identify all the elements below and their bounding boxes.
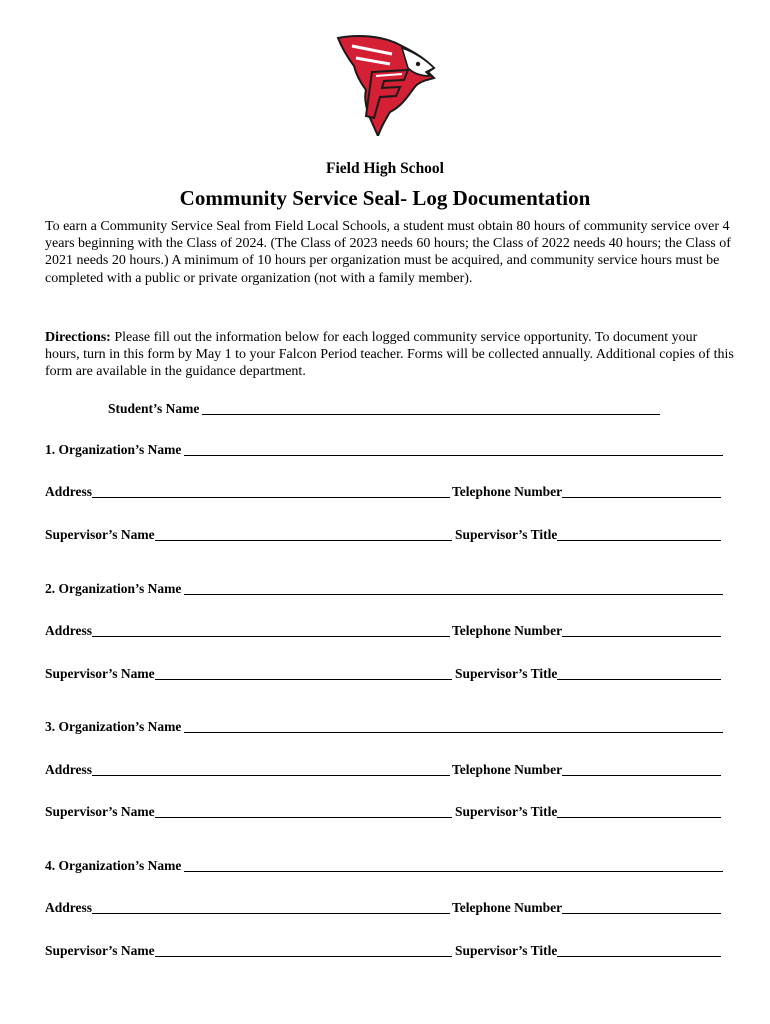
address-label: Address <box>45 900 93 915</box>
supervisor-title-label: Supervisor’s Title <box>455 527 558 542</box>
org-3-supervisor-name-field[interactable] <box>45 804 452 820</box>
student-name-label: Student’s Name <box>108 401 200 416</box>
supervisor-name-line[interactable] <box>155 527 452 541</box>
supervisor-title-line[interactable] <box>557 527 721 541</box>
org-4-address-field[interactable] <box>45 900 450 916</box>
org-3-telephone-field[interactable] <box>452 762 721 778</box>
supervisor-name-line[interactable] <box>155 804 452 818</box>
supervisor-name-label: Supervisor’s Name <box>45 527 155 542</box>
org-2-supervisor-name-field[interactable] <box>45 666 452 682</box>
telephone-label: Telephone Number <box>452 900 563 915</box>
supervisor-title-label: Supervisor’s Title <box>455 943 558 958</box>
org-3-name-field[interactable] <box>45 719 723 735</box>
telephone-label: Telephone Number <box>452 762 563 777</box>
org-name-label: 4. Organization’s Name <box>45 858 182 873</box>
supervisor-name-line[interactable] <box>155 666 452 680</box>
org-1-supervisor-name-field[interactable] <box>45 527 452 543</box>
supervisor-title-label: Supervisor’s Title <box>455 666 558 681</box>
student-name-line[interactable] <box>202 401 660 415</box>
supervisor-name-line[interactable] <box>155 943 452 957</box>
telephone-line[interactable] <box>562 623 721 637</box>
org-name-label: 1. Organization’s Name <box>45 442 182 457</box>
org-1-telephone-field[interactable] <box>452 484 721 500</box>
supervisor-name-label: Supervisor’s Name <box>45 804 155 819</box>
telephone-line[interactable] <box>562 484 721 498</box>
org-4-supervisor-name-field[interactable] <box>45 943 452 959</box>
org-2-address-field[interactable] <box>45 623 450 639</box>
org-name-line[interactable] <box>184 858 723 872</box>
address-line[interactable] <box>92 623 450 637</box>
address-label: Address <box>45 484 93 499</box>
org-4-name-field[interactable] <box>45 858 723 874</box>
directions-label: Directions: <box>45 330 111 345</box>
org-name-label: 2. Organization’s Name <box>45 581 182 596</box>
directions-text: Please fill out the information below for each logged community service opportunity. To document your hours, turn in this form by May 1 to your Falcon Period teacher. Forms will be collected annually. Additional copies of this form are available in the guidance department. <box>45 330 734 380</box>
supervisor-title-label: Supervisor’s Title <box>455 804 558 819</box>
telephone-label: Telephone Number <box>452 623 563 638</box>
supervisor-title-line[interactable] <box>557 666 721 680</box>
org-name-line[interactable] <box>184 581 723 595</box>
org-1-name-field[interactable] <box>45 442 723 458</box>
address-line[interactable] <box>92 484 450 498</box>
address-line[interactable] <box>92 762 450 776</box>
telephone-label: Telephone Number <box>452 484 563 499</box>
address-line[interactable] <box>92 900 450 914</box>
org-4-telephone-field[interactable] <box>452 900 721 916</box>
school-name: Field High School <box>326 160 444 177</box>
org-2-telephone-field[interactable] <box>452 623 721 639</box>
supervisor-name-label: Supervisor’s Name <box>45 943 155 958</box>
intro-paragraph: To earn a Community Service Seal from Field Local Schools, a student must obtain 80 hours of community service over 4 years beginning with the Class of 2024. (The Class of 2023 needs 60 hours; the Class of 2022 needs 40 hours; the Class of 2021 needs 20 hours.) A minimum of 10 hours per organization must be acquired, and community service hours must be completed with a public or private organization (not with a family member). <box>45 219 731 286</box>
org-name-line[interactable] <box>184 442 723 456</box>
org-2-supervisor-title-field[interactable] <box>455 666 721 682</box>
directions-paragraph <box>45 329 735 381</box>
telephone-line[interactable] <box>562 762 721 776</box>
org-4-supervisor-title-field[interactable] <box>455 943 721 959</box>
org-2-name-field[interactable] <box>45 581 723 597</box>
supervisor-title-line[interactable] <box>557 943 721 957</box>
falcon-logo <box>330 32 442 136</box>
org-3-address-field[interactable] <box>45 762 450 778</box>
org-3-supervisor-title-field[interactable] <box>455 804 721 820</box>
org-name-label: 3. Organization’s Name <box>45 719 182 734</box>
supervisor-name-label: Supervisor’s Name <box>45 666 155 681</box>
document-title: Community Service Seal- Log Documentation <box>179 186 591 210</box>
student-name-field[interactable] <box>108 401 660 417</box>
address-label: Address <box>45 762 93 777</box>
org-name-line[interactable] <box>184 719 723 733</box>
supervisor-title-line[interactable] <box>557 804 721 818</box>
address-label: Address <box>45 623 93 638</box>
org-1-address-field[interactable] <box>45 484 450 500</box>
org-1-supervisor-title-field[interactable] <box>455 527 721 543</box>
telephone-line[interactable] <box>562 900 721 914</box>
